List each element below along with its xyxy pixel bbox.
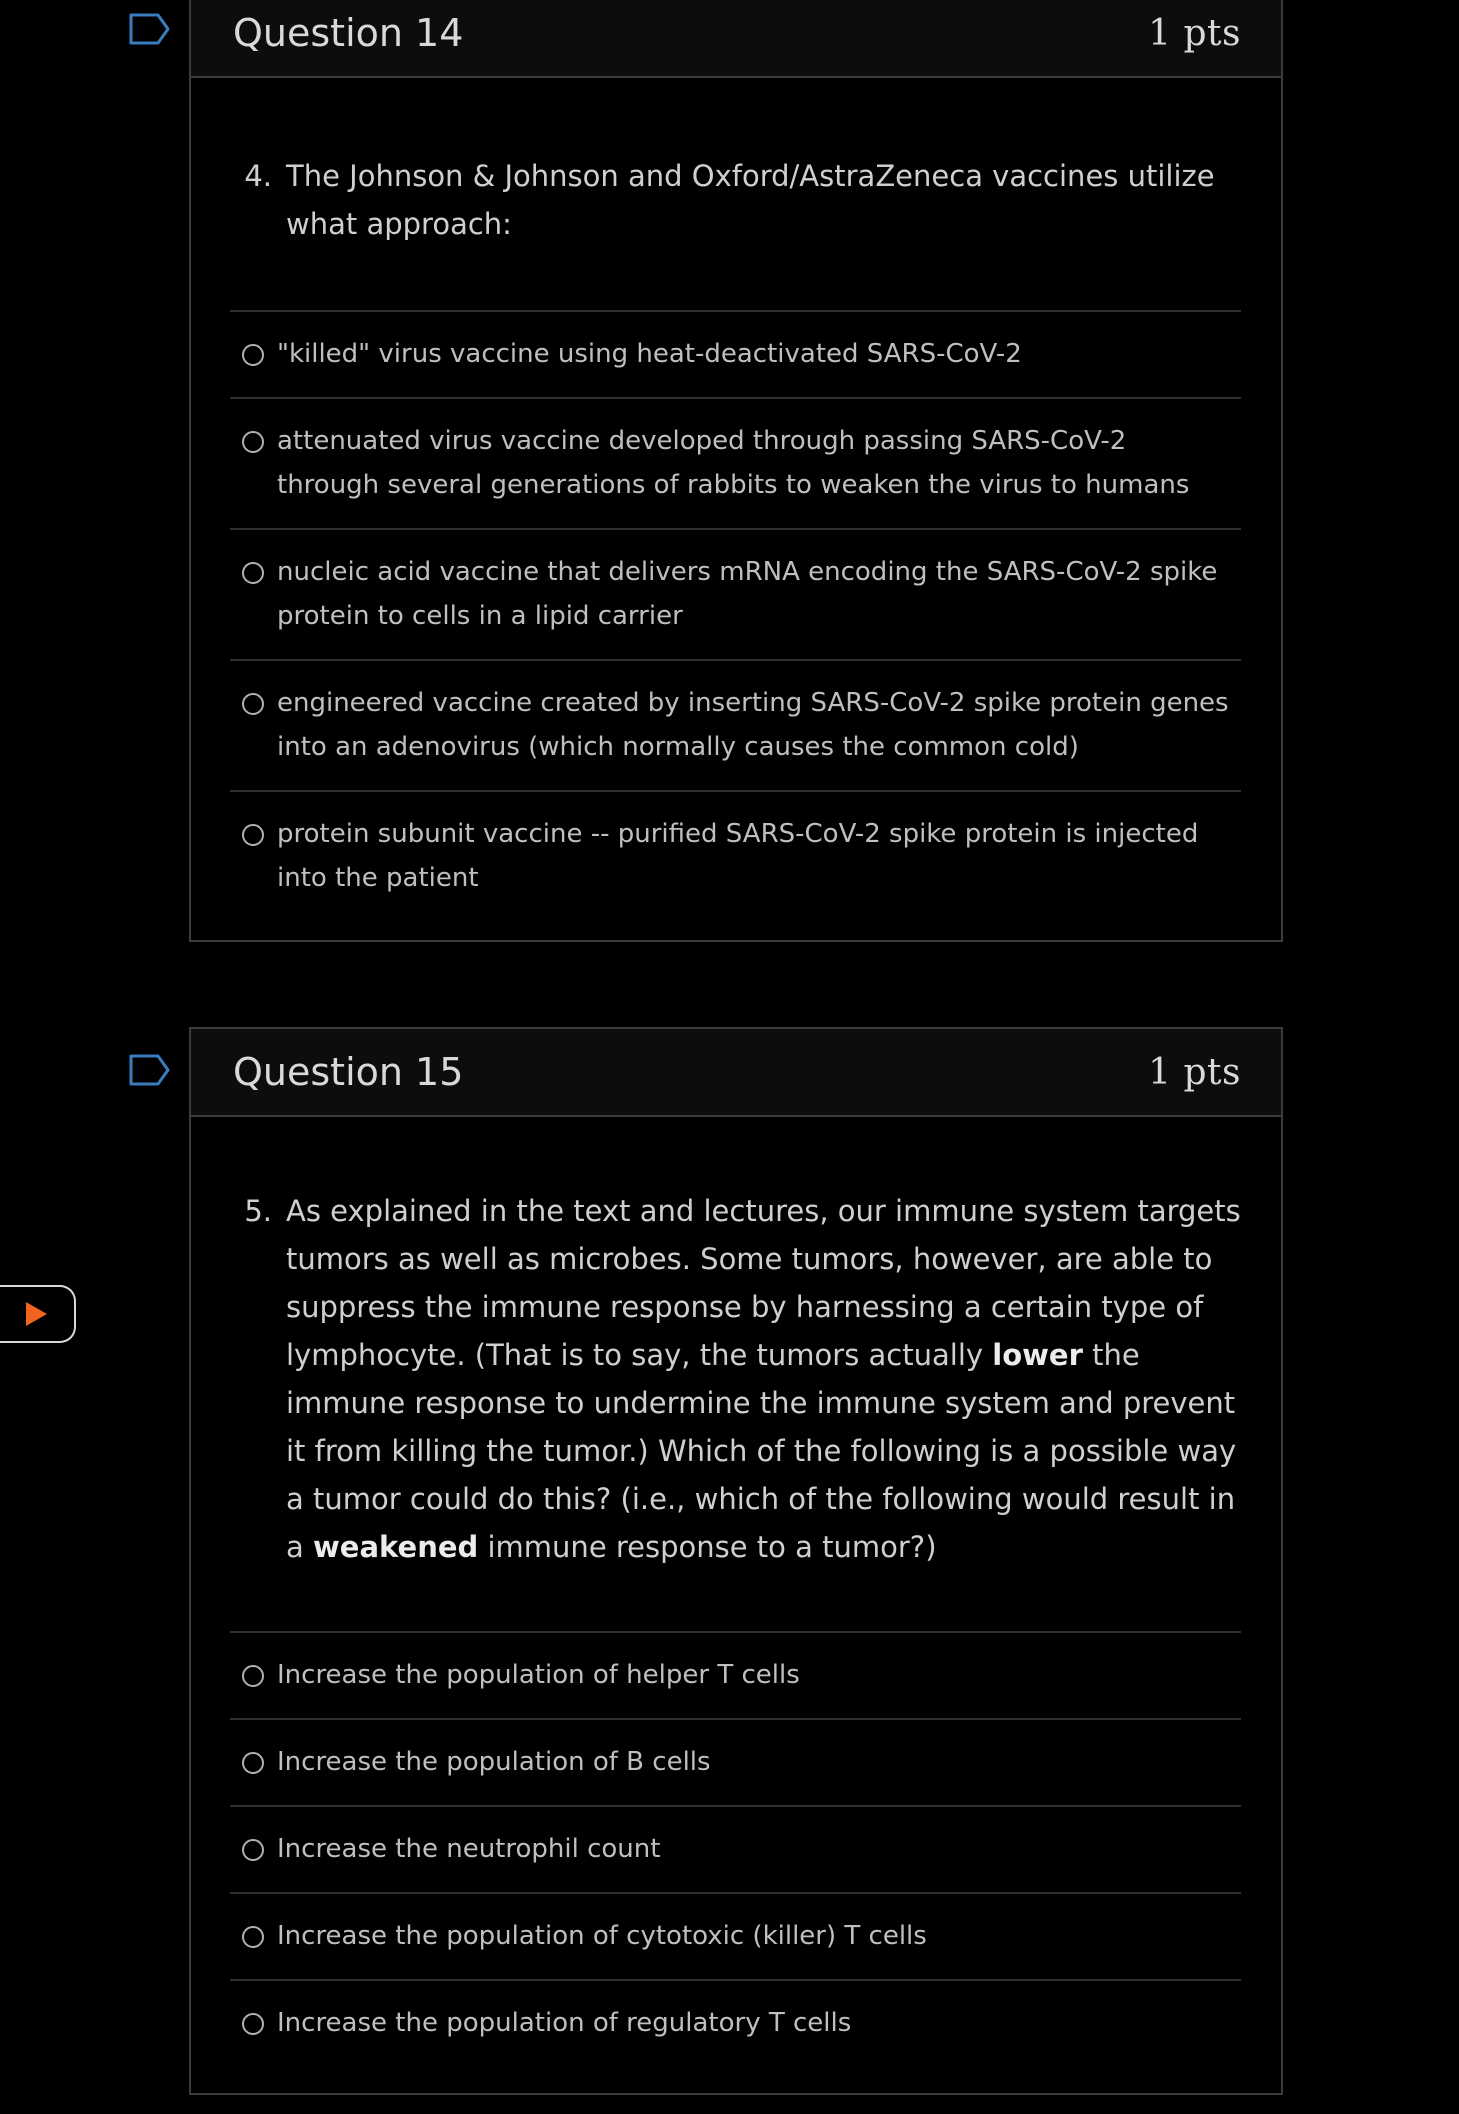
question-points: 1 pts — [1148, 12, 1241, 54]
radio-button[interactable] — [242, 2013, 264, 2035]
answer-option[interactable] — [230, 1720, 1241, 1807]
answer-list — [230, 1631, 1241, 2066]
answer-label[interactable]: protein subunit vaccine -- purified SARS-CoV-2 spike protein is injected into the patient — [277, 819, 1199, 893]
question-prompt — [230, 152, 1241, 248]
question-title: Question 15 — [233, 1050, 464, 1094]
radio-button[interactable] — [242, 1665, 264, 1687]
prompt-number: 5. — [244, 1194, 272, 1228]
answer-option[interactable] — [230, 1894, 1241, 1981]
radio-button[interactable] — [242, 1752, 264, 1774]
radio-button[interactable] — [242, 344, 264, 366]
answer-option[interactable] — [230, 312, 1241, 399]
answer-option[interactable] — [230, 792, 1241, 921]
prompt-text-part: As explained in the text and lectures, our immune system targets tumors as well as microbes. Some tumors, however, are able to suppress the immune response by harnessing a certain type of lymphocyte. (That is to say, the tumors actually — [286, 1194, 1241, 1372]
question-14 — [189, 0, 1283, 942]
answer-label[interactable]: Increase the population of helper T cells — [277, 1660, 800, 1690]
question-header — [191, 1029, 1281, 1117]
radio-button[interactable] — [242, 1926, 264, 1948]
question-prompt — [230, 1187, 1241, 1571]
answer-label[interactable]: engineered vaccine created by inserting SARS-CoV-2 spike protein genes into an adenovirus (which normally causes the common cold) — [277, 688, 1229, 762]
answer-label[interactable]: Increase the neutrophil count — [277, 1834, 661, 1864]
question-points: 1 pts — [1148, 1051, 1241, 1093]
radio-button[interactable] — [242, 693, 264, 715]
prompt-text-part: the immune response to undermine the immune system and prevent it from killing the tumor.) Which of the following is a possible way a tumor could do this? (i.e., which of the following would result in a — [286, 1338, 1237, 1564]
radio-button[interactable] — [242, 824, 264, 846]
answer-option[interactable] — [230, 1633, 1241, 1720]
flag-question-icon[interactable] — [128, 12, 172, 46]
answer-option[interactable] — [230, 661, 1241, 792]
question-body — [191, 1187, 1281, 2066]
answer-label[interactable]: Increase the population of cytotoxic (killer) T cells — [277, 1921, 927, 1951]
answer-option[interactable] — [230, 530, 1241, 661]
prompt-emphasis: weakened — [313, 1530, 479, 1564]
radio-button[interactable] — [242, 1839, 264, 1861]
question-title: Question 14 — [233, 11, 464, 55]
play-icon — [23, 1300, 49, 1328]
prompt-text — [286, 1187, 1241, 1571]
answer-option[interactable] — [230, 399, 1241, 530]
prompt-number: 4. — [244, 159, 272, 193]
prompt-emphasis: lower — [992, 1338, 1083, 1372]
answer-label[interactable]: Increase the population of regulatory T cells — [277, 2008, 852, 2038]
answer-label[interactable]: Increase the population of B cells — [277, 1747, 711, 1777]
answer-option[interactable] — [230, 1981, 1241, 2066]
prompt-text: The Johnson & Johnson and Oxford/AstraZeneca vaccines utilize what approach: — [286, 159, 1215, 241]
radio-button[interactable] — [242, 562, 264, 584]
question-header — [191, 0, 1281, 78]
question-15 — [189, 1027, 1283, 2095]
answer-label[interactable]: attenuated virus vaccine developed through passing SARS-CoV-2 through several generations of rabbits to weaken the virus to humans — [277, 426, 1190, 500]
answer-list — [230, 310, 1241, 921]
answer-option[interactable] — [230, 1807, 1241, 1894]
flag-question-icon[interactable] — [128, 1053, 172, 1087]
question-body — [191, 152, 1281, 921]
answer-label[interactable]: nucleic acid vaccine that delivers mRNA encoding the SARS-CoV-2 spike protein to cells in a lipid carrier — [277, 557, 1218, 631]
side-panel-toggle[interactable] — [0, 1285, 76, 1343]
answer-label[interactable]: "killed" virus vaccine using heat-deactivated SARS-CoV-2 — [277, 339, 1022, 369]
radio-button[interactable] — [242, 431, 264, 453]
prompt-text-part: immune response to a tumor?) — [478, 1530, 937, 1564]
